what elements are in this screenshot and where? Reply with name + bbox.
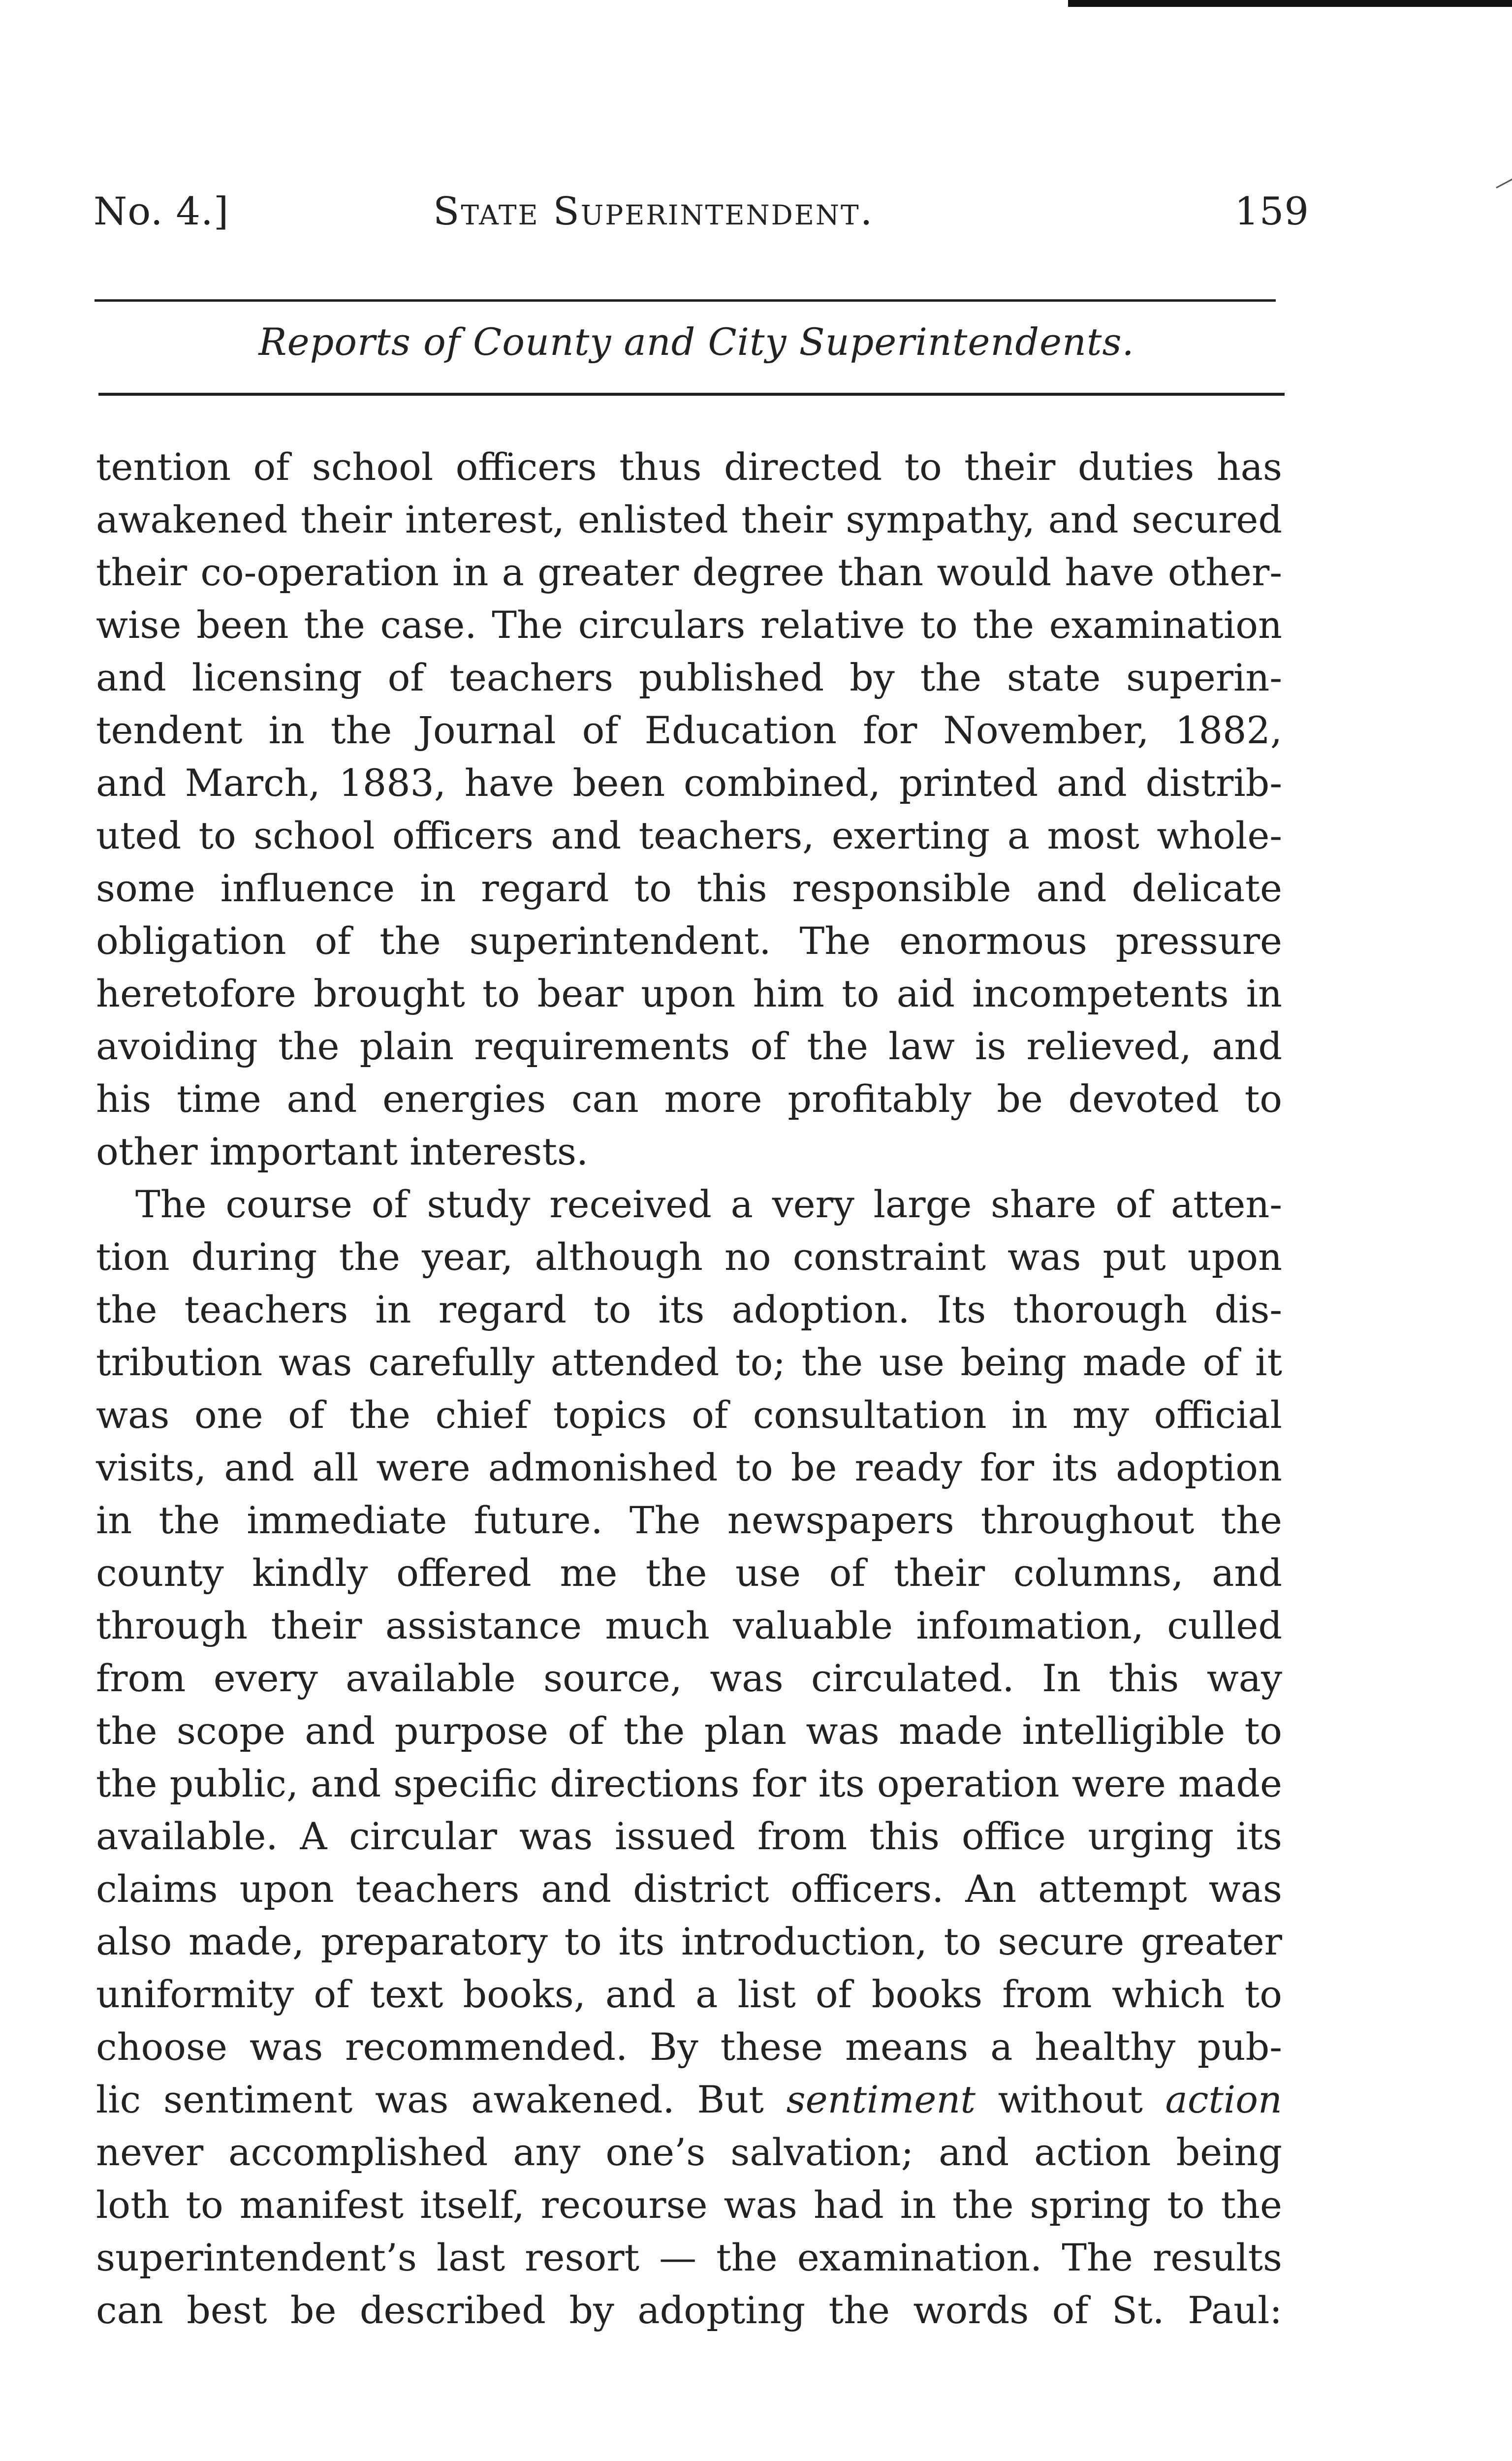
text-line: their co-operation in a greater degree than would have other- — [96, 550, 1282, 594]
text-run: without — [975, 2078, 1166, 2121]
paragraph-2 — [96, 1178, 1282, 2336]
text-line: in the immediate future. The newspapers throughout the — [96, 1498, 1282, 1542]
page-number: 159 — [1234, 189, 1309, 234]
emphasis-action: action — [1165, 2078, 1282, 2121]
text-line: heretofore brought to bear upon him to aid incompetents in — [96, 972, 1282, 1015]
text-line-emphasis — [96, 2073, 1282, 2126]
text-line: awakened their interest, enlisted their sympathy, and secured — [96, 498, 1282, 541]
text-line: visits, and all were admonished to be ready for its adoption — [96, 1446, 1282, 1489]
text-line: the public, and specific directions for its operation were made — [96, 1762, 1282, 1805]
header-rule-top — [94, 299, 1276, 302]
body-text — [96, 441, 1282, 2336]
paragraph-1 — [96, 441, 1282, 1178]
text-line: available. A circular was issued from this office urging its — [96, 1814, 1282, 1858]
text-line: other important interests. — [96, 1130, 589, 1173]
text-line: also made, preparatory to its introduction, to secure greater — [96, 1920, 1282, 1963]
text-line: uted to school officers and teachers, exerting a most whole- — [96, 814, 1282, 857]
text-line: tribution was carefully attended to; the use being made of it — [96, 1340, 1282, 1384]
text-line: through their assistance much valuable infoımation, culled — [96, 1604, 1282, 1647]
text-line: obligation of the superintendent. The enormous pressure — [96, 919, 1282, 963]
header-rule-bottom — [98, 393, 1285, 396]
text-line: avoiding the plain requirements of the law is relieved, and — [96, 1024, 1282, 1068]
header-title: State Superintendent. — [433, 189, 874, 234]
scan-edge-rule — [1068, 0, 1512, 7]
text-line: choose was recommended. By these means a healthy pub- — [96, 2025, 1282, 2069]
text-line: uniformity of text books, and a list of books from which to — [96, 1972, 1282, 2016]
text-line: can best be described by adopting the words of St. Paul: — [96, 2288, 1282, 2332]
text-line: county kindly offered me the use of their columns, and — [96, 1551, 1282, 1595]
text-line: loth to manifest itself, recourse was had in the spring to the — [96, 2183, 1282, 2227]
emphasis-sentiment: sentiment — [786, 2078, 976, 2121]
text-line: his time and energies can more profitably be devoted to — [96, 1077, 1282, 1121]
text-line: and licensing of teachers published by the state superin- — [96, 656, 1282, 699]
text-run: lic sentiment was awakened. But — [96, 2078, 787, 2121]
text-line: the teachers in regard to its adoption. Its thorough dis- — [96, 1288, 1282, 1331]
text-line: tention of school officers thus directed to their duties has — [96, 445, 1282, 489]
text-line: wise been the case. The circulars relative to the examination — [96, 603, 1282, 647]
text-line: tendent in the Journal of Education for November, 1882, — [96, 708, 1282, 752]
text-line: the scope and purpose of the plan was made intelligible to — [96, 1709, 1282, 1753]
text-line: The course of study received a very large share of atten- — [135, 1182, 1282, 1226]
text-line: never accomplished any one’s salvation; and action being — [96, 2130, 1282, 2174]
text-line: claims upon teachers and district officers. An attempt was — [96, 1867, 1282, 1911]
issue-number: No. 4.] — [94, 189, 229, 234]
text-line: was one of the chief topics of consultation in my official — [96, 1393, 1282, 1437]
text-line: tion during the year, although no constraint was put upon — [96, 1235, 1282, 1279]
text-line: from every available source, was circulated. In this way — [96, 1656, 1282, 1700]
running-header — [94, 189, 1309, 244]
text-line: some influence in regard to this responsible and delicate — [96, 866, 1282, 910]
section-subtitle: Reports of County and City Superintendents. — [258, 320, 1134, 364]
margin-mark — [1496, 162, 1512, 189]
text-line: superintendent’s last resort — the examination. The results — [96, 2236, 1282, 2279]
text-line: and March, 1883, have been combined, printed and distrib- — [96, 761, 1282, 805]
